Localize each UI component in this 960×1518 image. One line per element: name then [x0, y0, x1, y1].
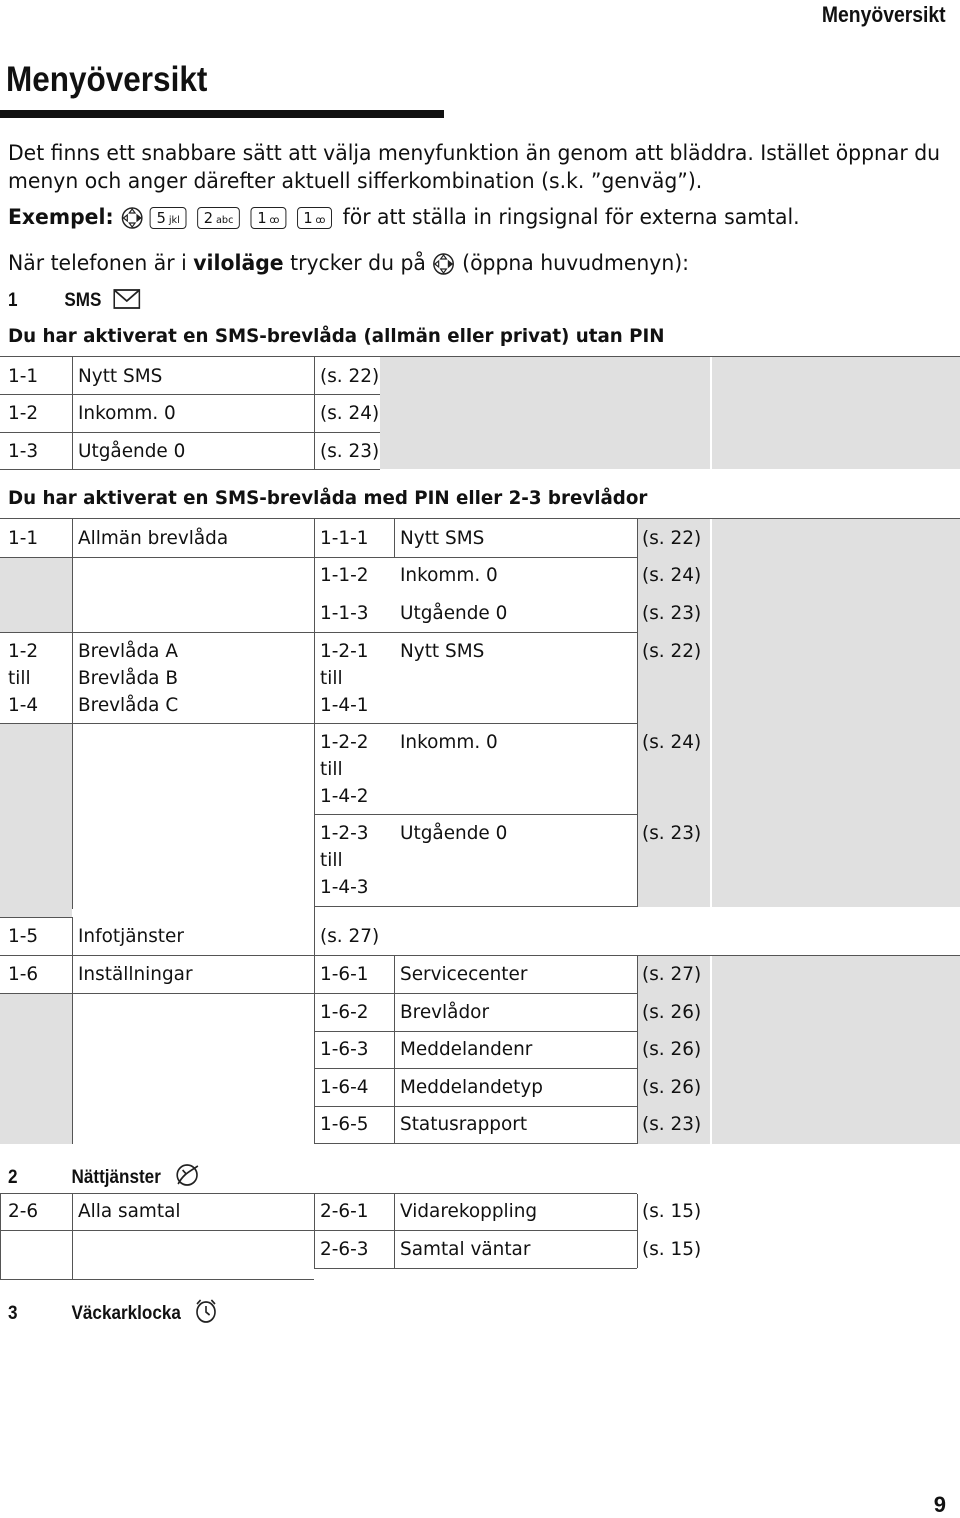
menu-item-label: Utgående 0: [400, 602, 508, 624]
menu-code: 1-1-1: [320, 527, 369, 549]
table-fill: [0, 557, 72, 632]
menu-item-label: Inkomm. 0: [78, 402, 176, 424]
menu-code: 2-6-3: [320, 1238, 369, 1260]
table-divider: [710, 357, 712, 469]
example-line: [8, 203, 800, 231]
table-rule: [314, 1268, 637, 1269]
network-services-icon: [175, 1162, 200, 1188]
navigation-key-icon: [120, 206, 143, 230]
page-ref: (s. 26): [642, 1001, 702, 1023]
alarm-clock-icon: [195, 1298, 218, 1324]
menu-item-label: Brevlådor: [400, 1001, 490, 1023]
key-1: 1 ꝏ: [251, 207, 287, 229]
menu-item-label: Brevlåda A Brevlåda B Brevlåda C: [78, 640, 179, 716]
table-divider: [314, 357, 315, 469]
menu-code: 1-1-2: [320, 564, 369, 586]
page-ref: (s. 24): [320, 402, 380, 424]
menu-code: 1-2-2 till 1-4-2: [320, 731, 369, 807]
table-divider: [637, 1194, 638, 1268]
table-divider: [637, 519, 638, 907]
key-5: 5 jkl: [150, 207, 187, 229]
menu-item-label: Utgående 0: [400, 822, 508, 844]
table-divider: [314, 956, 315, 1144]
menu-item-label: Meddelandetyp: [400, 1076, 543, 1098]
table-rule: [0, 993, 637, 994]
menu-code: 1-6-4: [320, 1076, 369, 1098]
menu-code: 2-6: [8, 1200, 39, 1222]
table-divider: [314, 909, 315, 955]
section-sms: 1 SMS: [8, 289, 140, 312]
menu-item-label: Nytt SMS: [400, 527, 485, 549]
intro-line-2: menyn och anger därefter aktuell sifferkombination (s.k. ”genväg”).: [8, 169, 703, 193]
key-1: 1 ꝏ: [297, 207, 333, 229]
page-ref: (s. 23): [642, 822, 702, 844]
table-divider: [314, 1194, 315, 1268]
table-rule: [314, 1031, 637, 1032]
page-ref: (s. 15): [642, 1238, 702, 1260]
page-ref: (s. 23): [642, 1113, 702, 1135]
page-ref: (s. 26): [642, 1038, 702, 1060]
example-text: för att ställa in ringsignal för externa samtal.: [342, 205, 800, 229]
idle-mode-term: viloläge: [193, 251, 284, 275]
page-ref: (s. 27): [320, 925, 380, 947]
table-rule: [314, 814, 637, 815]
menu-item-label: Alla samtal: [78, 1200, 181, 1222]
menu-item-label: Vidarekoppling: [400, 1200, 538, 1222]
menu-code: 2-6-1: [320, 1200, 369, 1222]
table-rule: [0, 1230, 637, 1231]
table-fill: [380, 357, 960, 469]
running-header: Menyöversikt: [822, 2, 946, 27]
table-divider: [72, 519, 73, 909]
menu-code: 1-1: [8, 527, 39, 549]
menu-item-label: Utgående 0: [78, 440, 186, 462]
table-divider: [72, 357, 73, 469]
menu-code: 1-5: [8, 925, 39, 947]
title-rule: [0, 110, 444, 118]
table-rule: [314, 1106, 637, 1107]
sms-pin-heading: Du har aktiverat en SMS-brevlåda med PIN eller 2-3 brevlådor: [8, 487, 648, 509]
table-rule: [314, 1143, 637, 1144]
menu-item-label: Servicecenter: [400, 963, 528, 985]
section-network-services: 2 Nättjänster: [8, 1162, 200, 1189]
table-rule: [314, 906, 637, 907]
table-divider: [314, 519, 315, 909]
table-rule: [0, 632, 637, 633]
menu-item-label: Statusrapport: [400, 1113, 528, 1135]
table-divider: [394, 519, 395, 558]
table-rule: [0, 723, 637, 724]
menu-item-label: Inkomm. 0: [400, 564, 498, 586]
menu-code: 1-2: [8, 402, 39, 424]
table-divider: [72, 1194, 73, 1280]
menu-code: 1-6-1: [320, 963, 369, 985]
menu-code: 1-1-3: [320, 602, 369, 624]
page-ref: (s. 15): [642, 1200, 702, 1222]
intro-line-1: Det finns ett snabbare sätt att välja menyfunktion än genom att bläddra. Istället öppnar du: [8, 141, 941, 165]
table-rule: [0, 432, 380, 433]
page-ref: (s. 27): [642, 963, 702, 985]
section-alarm-clock: 3 Väckarklocka: [8, 1298, 218, 1325]
menu-item-label: Nytt SMS: [400, 640, 485, 662]
table-divider: [394, 1194, 395, 1268]
table-divider: [0, 1194, 1, 1280]
menu-code: 1-2-3 till 1-4-3: [320, 822, 369, 898]
menu-item-label: Infotjänster: [78, 925, 184, 947]
page-title: Menyöversikt: [6, 60, 208, 99]
table-divider: [72, 956, 73, 1144]
menu-code: 1-6: [8, 963, 39, 985]
menu-item-label: Allmän brevlåda: [78, 527, 229, 549]
table-rule: [0, 1193, 637, 1194]
table-rule: [0, 1279, 314, 1280]
page-ref: (s. 22): [642, 527, 702, 549]
menu-code: 1-3: [8, 440, 39, 462]
menu-item-label: Samtal väntar: [400, 1238, 531, 1260]
table-rule: [0, 917, 72, 918]
menu-code: 1-2-1 till 1-4-1: [320, 640, 369, 716]
table-divider: [710, 956, 712, 1144]
table-rule: [0, 557, 637, 558]
page-ref: (s. 24): [642, 564, 702, 586]
table-divider: [394, 956, 395, 1144]
table-rule: [314, 1068, 637, 1069]
menu-code: 1-6-5: [320, 1113, 369, 1135]
menu-item-label: Inkomm. 0: [400, 731, 498, 753]
page-ref: (s. 24): [642, 731, 702, 753]
menu-code: 1-1: [8, 365, 39, 387]
sms-no-pin-heading: Du har aktiverat en SMS-brevlåda (allmän eller privat) utan PIN: [8, 325, 665, 347]
menu-item-label: Inställningar: [78, 963, 193, 985]
table-divider: [637, 956, 638, 1144]
page-ref: (s. 22): [320, 365, 380, 387]
table-fill: [0, 723, 72, 909]
key-2: 2 abc: [197, 207, 240, 229]
page-ref: (s. 22): [642, 640, 702, 662]
menu-code: 1-6-3: [320, 1038, 369, 1060]
table-divider: [72, 917, 73, 955]
page-ref: (s. 26): [642, 1076, 702, 1098]
menu-item-label: Nytt SMS: [78, 365, 163, 387]
table-rule: [0, 469, 380, 470]
idle-line: När telefonen är i viloläge trycker du på (öppna huvudmenyn):: [8, 251, 690, 275]
table-fill: [0, 993, 72, 1144]
page-ref: (s. 23): [642, 602, 702, 624]
page-ref: (s. 23): [320, 440, 380, 462]
page-number: 9: [933, 1492, 946, 1517]
envelope-icon: [113, 289, 140, 309]
example-label: Exempel:: [8, 205, 114, 229]
menu-code: 1-6-2: [320, 1001, 369, 1023]
navigation-key-icon: [432, 252, 455, 276]
table-divider: [710, 519, 712, 907]
menu-code: 1-2 till 1-4: [8, 640, 39, 716]
table-rule: [0, 394, 380, 395]
menu-item-label: Meddelandenr: [400, 1038, 533, 1060]
